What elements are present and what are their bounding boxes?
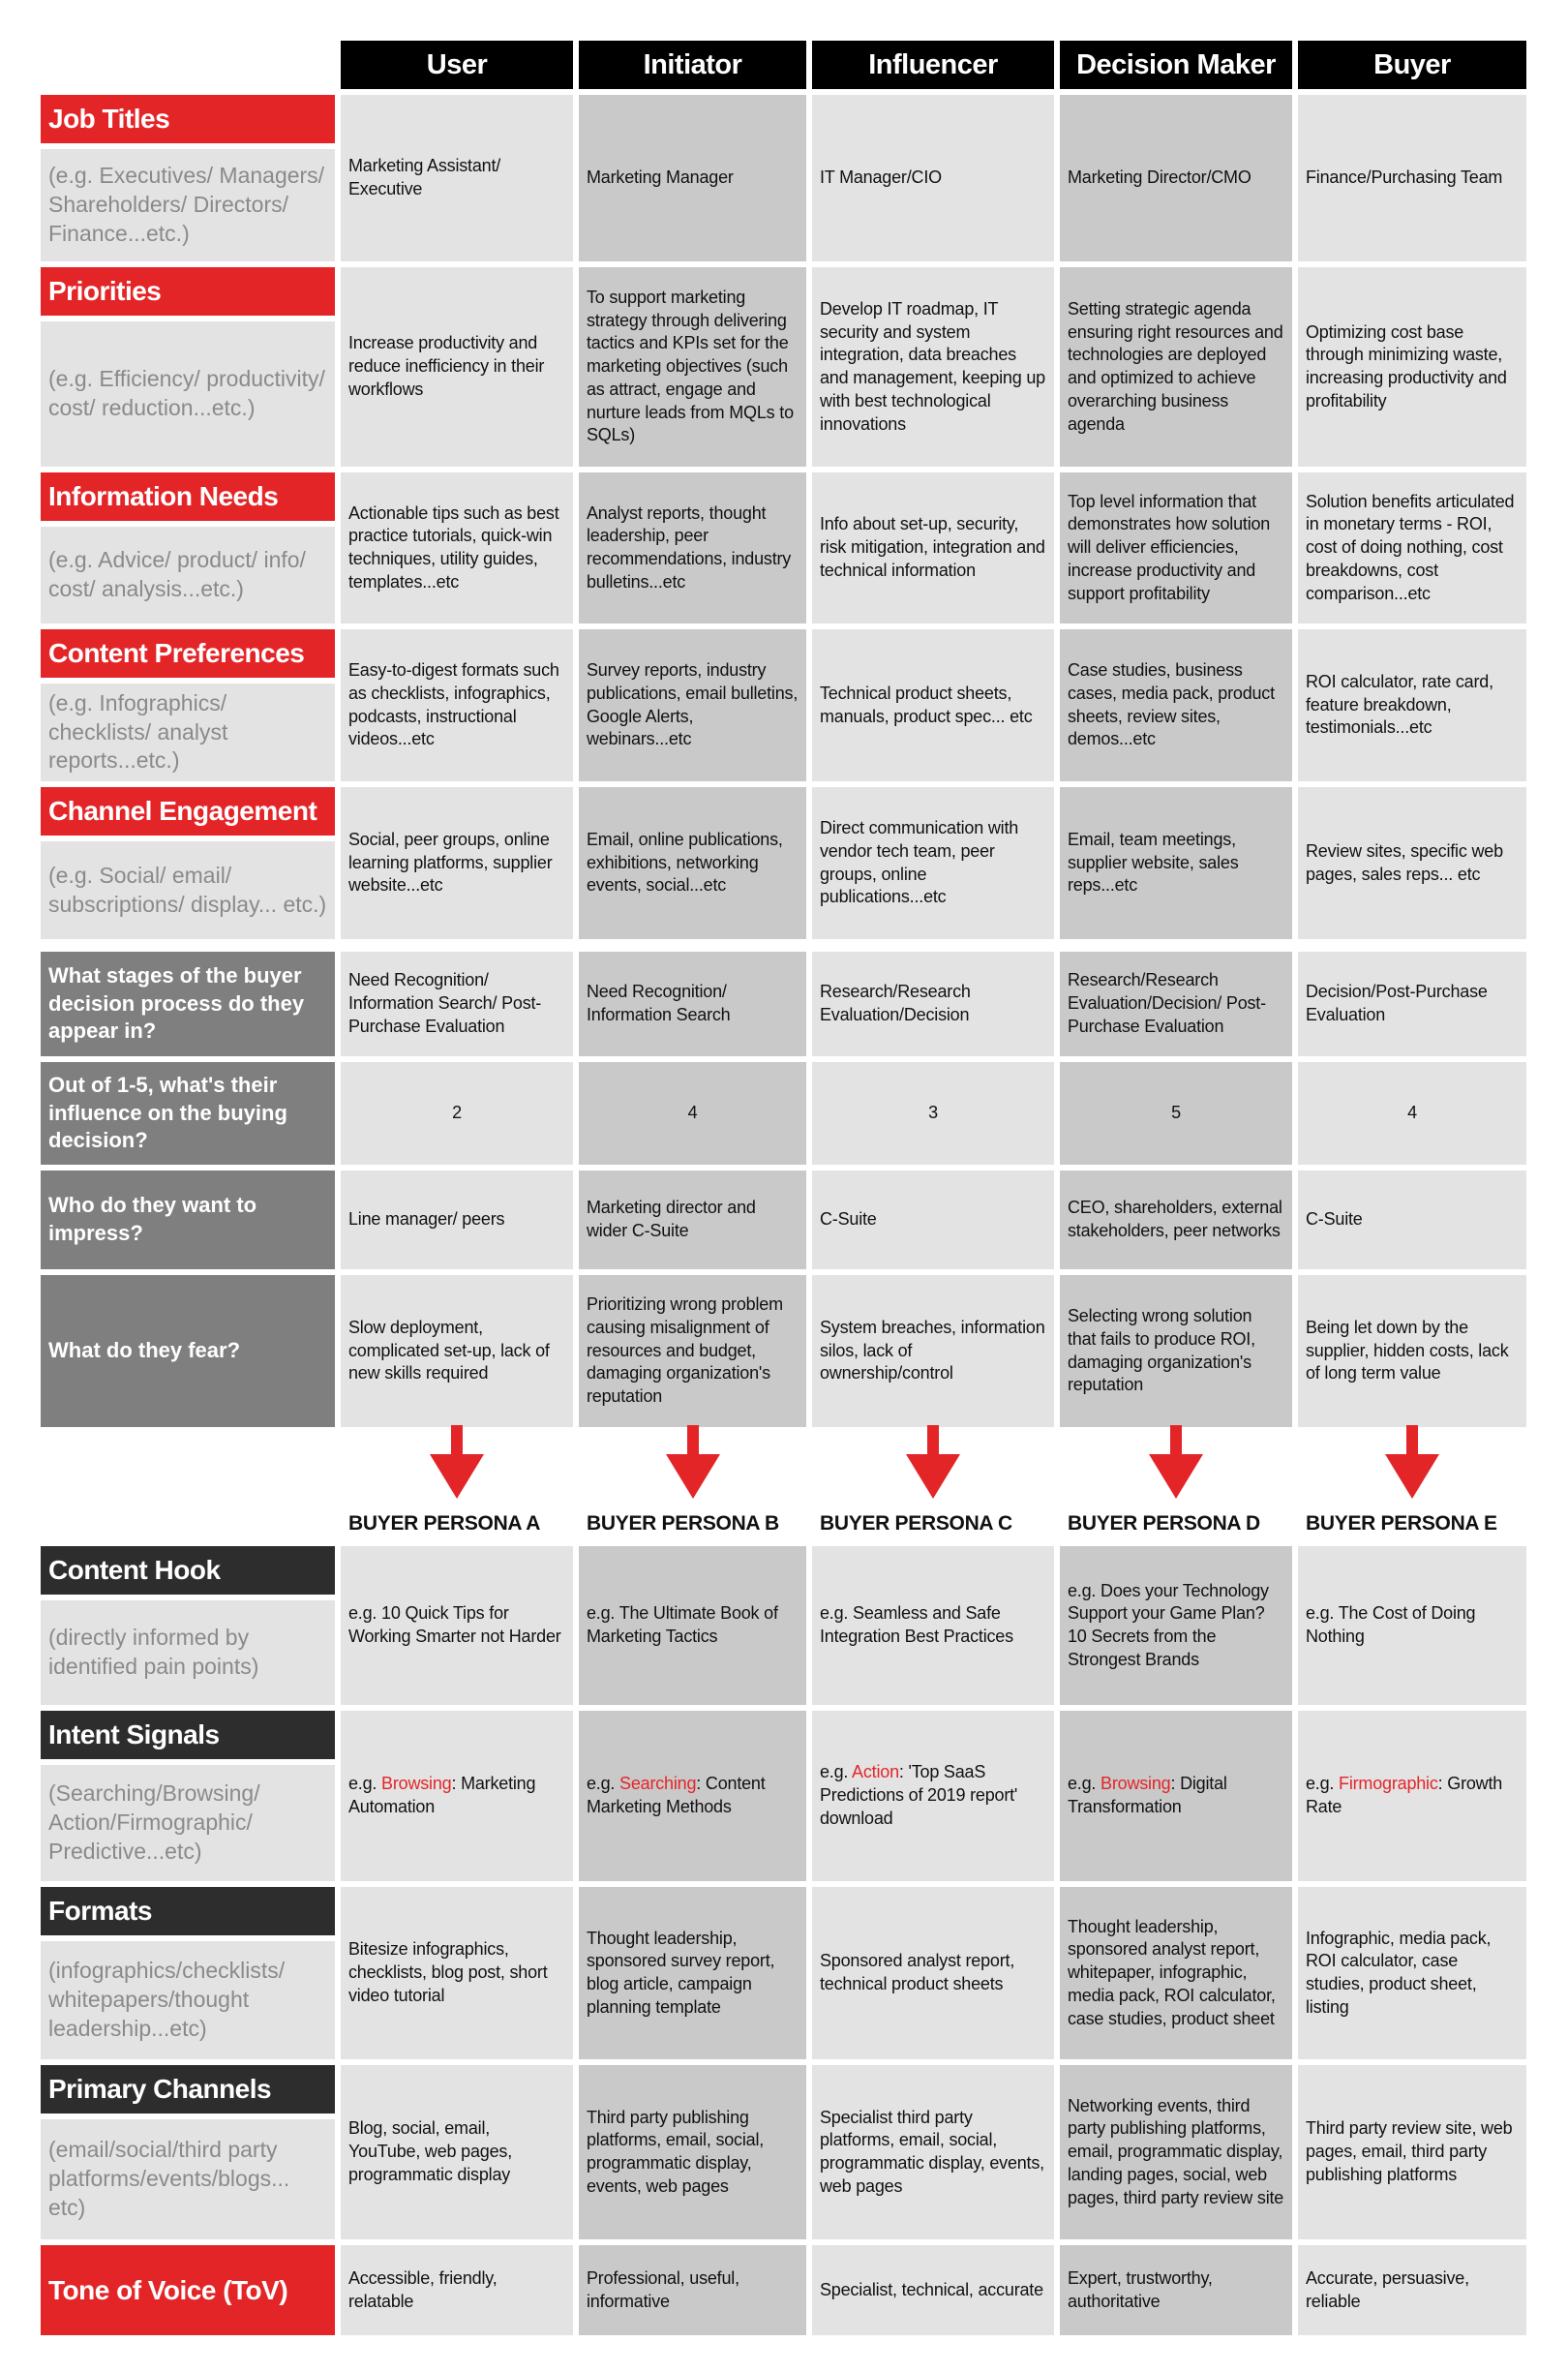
content-hook-label — [41, 1546, 335, 1705]
question-section — [41, 952, 1526, 1433]
tone-of-voice-title: Tone of Voice (ToV) — [41, 2245, 335, 2335]
channel-engagement-cell-initiator: Email, online publications, exhibitions, networking events, social...etc — [579, 787, 806, 939]
influence-score-cell-initiator: 4 — [579, 1062, 806, 1165]
want-to-impress-cell-initiator: Marketing director and wider C-Suite — [579, 1171, 806, 1269]
channel-engagement-label — [41, 787, 335, 939]
information-needs-cell-buyer: Solution benefits articulated in monetary terms - ROI, cost of doing nothing, cost breakdowns, cost comparison...etc — [1298, 472, 1526, 623]
job-titles-subtitle: (e.g. Executives/ Managers/ Shareholders/ Directors/ Finance...etc.) — [41, 149, 335, 261]
information-needs-label — [41, 472, 335, 623]
fears-cell-buyer: Being let down by the supplier, hidden costs, lack of long term value — [1298, 1275, 1526, 1427]
down-arrow-icon — [341, 1425, 573, 1501]
fears-cell-decision-maker: Selecting wrong solution that fails to produce ROI, damaging organization's reputation — [1060, 1275, 1292, 1427]
intent-keyword: Browsing — [381, 1774, 452, 1794]
content-hook-cell-influencer: e.g. Seamless and Safe Integration Best Practices — [812, 1546, 1054, 1705]
information-needs-cell-decision-maker: Top level information that demonstrates how solution will deliver efficiencies, increase productivity and support profitability — [1060, 472, 1292, 623]
profile-section — [41, 95, 1526, 945]
intent-signals-cell-decision-maker — [1060, 1711, 1292, 1881]
formats-cell-buyer: Infographic, media pack, ROI calculator, case studies, product sheet, listing — [1298, 1887, 1526, 2059]
channel-engagement-title: Channel Engagement — [41, 787, 335, 836]
information-needs-subtitle: (e.g. Advice/ product/ info/ cost/ analysis...etc.) — [41, 527, 335, 623]
formats-title: Formats — [41, 1887, 335, 1935]
intent-signal-text — [587, 1773, 799, 1819]
persona-label-c: BUYER PERSONA C — [820, 1512, 1012, 1535]
primary-channels-cell-decision-maker: Networking events, third party publishing platforms, email, programmatic display, landing pages, social, web pages, third party review site — [1060, 2065, 1292, 2239]
persona-section — [41, 1546, 1526, 2341]
content-preferences-subtitle: (e.g. Infographics/ checklists/ analyst reports...etc.) — [41, 684, 335, 781]
want-to-impress-cell-influencer: C-Suite — [812, 1171, 1054, 1269]
channel-engagement-cell-buyer: Review sites, specific web pages, sales reps... etc — [1298, 787, 1526, 939]
want-to-impress-cell-user: Line manager/ peers — [341, 1171, 573, 1269]
priorities-cell-decision-maker: Setting strategic agenda ensuring right resources and technologies are deployed and optimized to achieve overarching business agenda — [1060, 267, 1292, 467]
intent-prefix: e.g. — [1068, 1774, 1101, 1794]
information-needs-cell-user: Actionable tips such as best practice tutorials, quick-win techniques, utility guides, templates...etc — [341, 472, 573, 623]
job-titles-cell-influencer: IT Manager/CIO — [812, 95, 1054, 261]
formats-cell-influencer: Sponsored analyst report, technical product sheets — [812, 1887, 1054, 2059]
content-preferences-cell-influencer: Technical product sheets, manuals, product spec... etc — [812, 629, 1054, 781]
want-to-impress-label: Who do they want to impress? — [41, 1171, 335, 1269]
persona-label-e: BUYER PERSONA E — [1306, 1512, 1497, 1535]
intent-detail: : Growth Rate — [1306, 1774, 1503, 1816]
tone-of-voice-cell-influencer: Specialist, technical, accurate — [812, 2245, 1054, 2335]
intent-detail: : Marketing Automation — [348, 1774, 536, 1816]
role-header-row — [41, 41, 1526, 89]
intent-signals-cell-user — [341, 1711, 573, 1881]
content-preferences-label — [41, 629, 335, 781]
channel-engagement-cell-influencer: Direct communication with vendor tech team, peer groups, online publications...etc — [812, 787, 1054, 939]
influence-score-cell-buyer: 4 — [1298, 1062, 1526, 1165]
primary-channels-cell-initiator: Third party publishing platforms, email, social, programmatic display, events, web pages — [579, 2065, 806, 2239]
job-titles-title: Job Titles — [41, 95, 335, 143]
persona-label-a: BUYER PERSONA A — [348, 1512, 541, 1535]
channel-engagement-cell-decision-maker: Email, team meetings, supplier website, sales reps...etc — [1060, 787, 1292, 939]
intent-signals-cell-initiator — [579, 1711, 806, 1881]
content-preferences-cell-user: Easy-to-digest formats such as checklists, infographics, podcasts, instructional videos...etc — [341, 629, 573, 781]
down-arrow-icon — [1298, 1425, 1526, 1501]
tone-of-voice-cell-user: Accessible, friendly, relatable — [341, 2245, 573, 2335]
priorities-cell-user: Increase productivity and reduce inefficiency in their workflows — [341, 267, 573, 467]
buyer-stages-cell-decision-maker: Research/Research Evaluation/Decision/ Post-Purchase Evaluation — [1060, 952, 1292, 1056]
job-titles-cell-user: Marketing Assistant/ Executive — [341, 95, 573, 261]
content-hook-title: Content Hook — [41, 1546, 335, 1595]
intent-signals-cell-influencer — [812, 1711, 1054, 1881]
intent-signal-text — [820, 1761, 1046, 1830]
channel-engagement-subtitle: (e.g. Social/ email/ subscriptions/ display... etc.) — [41, 841, 335, 939]
tone-of-voice-label — [41, 2245, 335, 2335]
tone-of-voice-cell-initiator: Professional, useful, informative — [579, 2245, 806, 2335]
formats-label — [41, 1887, 335, 2059]
content-preferences-cell-buyer: ROI calculator, rate card, feature breakdown, testimonials...etc — [1298, 629, 1526, 781]
formats-subtitle: (infographics/checklists/ whitepapers/thought leadership...etc) — [41, 1941, 335, 2059]
want-to-impress-cell-decision-maker: CEO, shareholders, external stakeholders, peer networks — [1060, 1171, 1292, 1269]
corner-blank — [41, 41, 335, 89]
influence-score-cell-decision-maker: 5 — [1060, 1062, 1292, 1165]
content-preferences-title: Content Preferences — [41, 629, 335, 678]
buyer-stages-label: What stages of the buyer decision process do they appear in? — [41, 952, 335, 1056]
fears-cell-user: Slow deployment, complicated set-up, lack of new skills required — [341, 1275, 573, 1427]
fears-label: What do they fear? — [41, 1275, 335, 1427]
fears-cell-influencer: System breaches, information silos, lack of ownership/control — [812, 1275, 1054, 1427]
intent-keyword: Browsing — [1101, 1774, 1171, 1794]
intent-prefix: e.g. — [1306, 1774, 1340, 1794]
buyer-stages-cell-initiator: Need Recognition/ Information Search — [579, 952, 806, 1056]
role-header-influencer: Influencer — [812, 41, 1054, 89]
formats-cell-decision-maker: Thought leadership, sponsored analyst report, whitepaper, infographic, media pack, ROI calculator, case studies, product sheet — [1060, 1887, 1292, 2059]
intent-signals-label — [41, 1711, 335, 1881]
primary-channels-cell-buyer: Third party review site, web pages, email, third party publishing platforms — [1298, 2065, 1526, 2239]
primary-channels-cell-influencer: Specialist third party platforms, email, social, programmatic display, events, web pages — [812, 2065, 1054, 2239]
formats-cell-user: Bitesize infographics, checklists, blog post, short video tutorial — [341, 1887, 573, 2059]
buyer-stages-cell-buyer: Decision/Post-Purchase Evaluation — [1298, 952, 1526, 1056]
fears-cell-initiator: Prioritizing wrong problem causing misalignment of resources and budget, damaging organization's reputation — [579, 1275, 806, 1427]
intent-prefix: e.g. — [348, 1774, 382, 1794]
priorities-cell-influencer: Develop IT roadmap, IT security and system integration, data breaches and management, keeping up with best technological innovations — [812, 267, 1054, 467]
formats-cell-initiator: Thought leadership, sponsored survey report, blog article, campaign planning template — [579, 1887, 806, 2059]
intent-signal-text — [1068, 1773, 1284, 1819]
intent-keyword: Searching — [619, 1774, 697, 1794]
down-arrow-icon — [1060, 1425, 1292, 1501]
content-preferences-cell-initiator: Survey reports, industry publications, email bulletins, Google Alerts, webinars...etc — [579, 629, 806, 781]
content-hook-cell-buyer: e.g. The Cost of Doing Nothing — [1298, 1546, 1526, 1705]
influence-score-cell-user: 2 — [341, 1062, 573, 1165]
intent-detail: : Content Marketing Methods — [587, 1774, 766, 1816]
buyer-stages-cell-influencer: Research/Research Evaluation/Decision — [812, 952, 1054, 1056]
priorities-subtitle: (e.g. Efficiency/ productivity/ cost/ reduction...etc.) — [41, 321, 335, 467]
role-header-initiator: Initiator — [579, 41, 806, 89]
job-titles-cell-initiator: Marketing Manager — [579, 95, 806, 261]
arrow-row — [41, 1425, 1526, 1501]
intent-prefix: e.g. — [587, 1774, 620, 1794]
tone-of-voice-cell-decision-maker: Expert, trustworthy, authoritative — [1060, 2245, 1292, 2335]
priorities-title: Priorities — [41, 267, 335, 316]
intent-detail: : 'Top SaaS Predictions of 2019 report' download — [820, 1762, 1018, 1828]
content-preferences-cell-decision-maker: Case studies, business cases, media pack, product sheets, review sites, demos...etc — [1060, 629, 1292, 781]
intent-signals-title: Intent Signals — [41, 1711, 335, 1759]
channel-engagement-cell-user: Social, peer groups, online learning platforms, supplier website...etc — [341, 787, 573, 939]
information-needs-cell-initiator: Analyst reports, thought leadership, peer recommendations, industry bulletins...etc — [579, 472, 806, 623]
intent-keyword: Firmographic — [1339, 1774, 1438, 1794]
corner-blank — [41, 1506, 335, 1541]
intent-prefix: e.g. — [820, 1762, 853, 1782]
role-header-decision-maker: Decision Maker — [1060, 41, 1292, 89]
buyer-stages-cell-user: Need Recognition/ Information Search/ Post-Purchase Evaluation — [341, 952, 573, 1056]
content-hook-cell-initiator: e.g. The Ultimate Book of Marketing Tactics — [579, 1546, 806, 1705]
intent-detail: : Digital Transformation — [1068, 1774, 1227, 1816]
down-arrow-icon — [812, 1425, 1054, 1501]
content-hook-cell-decision-maker: e.g. Does your Technology Support your Game Plan? 10 Secrets from the Strongest Brands — [1060, 1546, 1292, 1705]
priorities-cell-buyer: Optimizing cost base through minimizing waste, increasing productivity and profitability — [1298, 267, 1526, 467]
primary-channels-subtitle: (email/social/third party platforms/events/blogs... etc) — [41, 2119, 335, 2239]
intent-signals-subtitle: (Searching/Browsing/ Action/Firmographic/ Predictive...etc) — [41, 1765, 335, 1881]
role-header-user: User — [341, 41, 573, 89]
intent-signal-text — [1306, 1773, 1519, 1819]
information-needs-cell-influencer: Info about set-up, security, risk mitigation, integration and technical information — [812, 472, 1054, 623]
primary-channels-title: Primary Channels — [41, 2065, 335, 2114]
content-hook-cell-user: e.g. 10 Quick Tips for Working Smarter not Harder — [341, 1546, 573, 1705]
intent-signals-cell-buyer — [1298, 1711, 1526, 1881]
primary-channels-label — [41, 2065, 335, 2239]
role-header-buyer: Buyer — [1298, 41, 1526, 89]
persona-label-d: BUYER PERSONA D — [1068, 1512, 1260, 1535]
information-needs-title: Information Needs — [41, 472, 335, 521]
intent-signal-text — [348, 1773, 565, 1819]
priorities-label — [41, 267, 335, 467]
content-hook-subtitle: (directly informed by identified pain points) — [41, 1600, 335, 1705]
primary-channels-cell-user: Blog, social, email, YouTube, web pages, programmatic display — [341, 2065, 573, 2239]
persona-label-b: BUYER PERSONA B — [587, 1512, 779, 1535]
down-arrow-icon — [579, 1425, 806, 1501]
influence-score-cell-influencer: 3 — [812, 1062, 1054, 1165]
corner-blank — [41, 1425, 335, 1501]
job-titles-label — [41, 95, 335, 261]
priorities-cell-initiator: To support marketing strategy through delivering tactics and KPIs set for the marketing objectives (such as attract, engage and nurture leads from MQLs to SQLs) — [579, 267, 806, 467]
tone-of-voice-cell-buyer: Accurate, persuasive, reliable — [1298, 2245, 1526, 2335]
influence-score-label: Out of 1-5, what's their influence on the buying decision? — [41, 1062, 335, 1165]
job-titles-cell-buyer: Finance/Purchasing Team — [1298, 95, 1526, 261]
want-to-impress-cell-buyer: C-Suite — [1298, 1171, 1526, 1269]
job-titles-cell-decision-maker: Marketing Director/CMO — [1060, 95, 1292, 261]
intent-keyword: Action — [852, 1762, 899, 1782]
persona-row — [41, 1506, 1526, 1541]
